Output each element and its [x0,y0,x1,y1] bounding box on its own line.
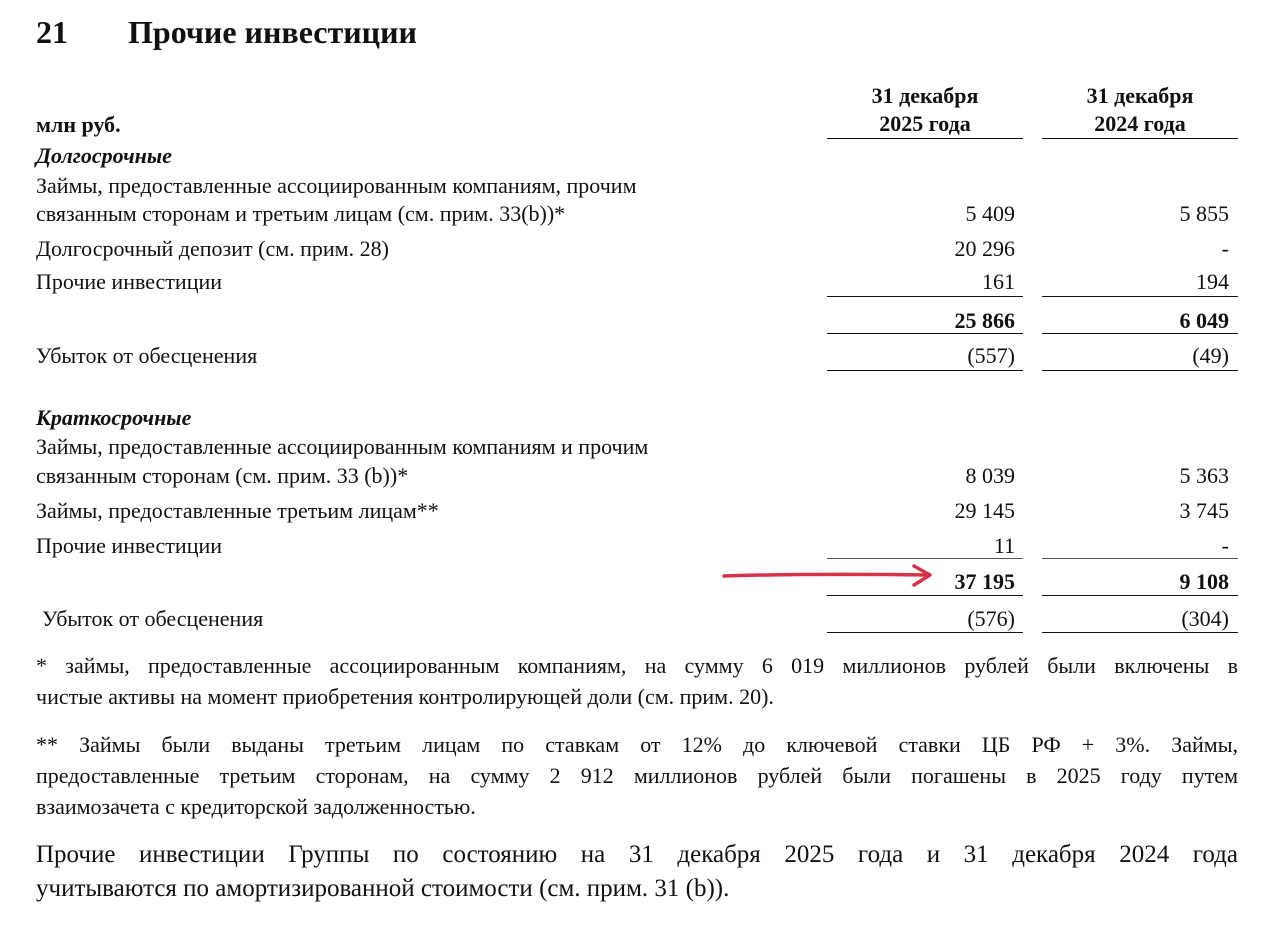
value-2024: (304) [1181,606,1229,631]
section-label: Долгосрочные [36,143,172,168]
row-label: Убыток от обесценения [42,606,264,631]
value-2024: - [1221,533,1229,558]
column-header-2025-line2: 2025 года [879,111,971,136]
arrow-right-icon [720,563,940,589]
footnote-2 [36,729,1238,822]
row-label-line1: Займы, предоставленные ассоциированным компаниям и прочим [36,434,649,459]
value-2024: 5 855 [1179,201,1229,226]
value-2025: 29 145 [954,498,1015,523]
row-label: Прочие инвестиции [36,269,223,294]
footnote-line: предоставленные третьим сторонам, на сумму 2 912 миллионов рублей были погашены в 2025 году путем [36,763,1238,788]
underline-rule [827,333,1023,334]
underline-rule [1042,558,1238,559]
underline-rule [827,595,1023,596]
underline-rule [1042,370,1238,371]
value-2025: (557) [967,343,1015,368]
underline-rule [827,296,1023,297]
footnote-1 [36,650,1238,712]
note-number: 21 [36,14,68,50]
underline-rule [1042,632,1238,633]
column-header-2025-line1: 31 декабря [871,83,979,108]
underline-rule [1042,296,1238,297]
paragraph-line: учитываются по амортизированной стоимости (см. прим. 31 (b)). [36,875,730,902]
row-label: Убыток от обесценения [36,343,258,368]
footnote-line: взаимозачета с кредиторской задолженностью. [36,794,476,819]
row-label: Займы, предоставленные третьим лицам** [36,498,439,523]
underline-rule [827,632,1023,633]
column-header-2024-line2: 2024 года [1094,111,1186,136]
unit-label: млн руб. [36,112,121,137]
total-2024: 6 049 [1179,308,1229,333]
value-2025: 8 039 [965,463,1015,488]
footnote-line: ** Займы были выданы третьим лицам по ставкам от 12% до ключевой ставки ЦБ РФ + 3%. Займы, [36,732,1238,757]
column-header-2024-line1: 31 декабря [1086,83,1194,108]
underline-rule [1042,333,1238,334]
value-2024: - [1221,236,1229,261]
row-label-line1: Займы, предоставленные ассоциированным компаниям, прочим [36,173,637,198]
paragraph-line: Прочие инвестиции Группы по состоянию на 31 декабря 2025 года и 31 декабря 2024 года [36,841,1238,868]
value-2025: (576) [967,606,1015,631]
row-label-line2: связанным сторонам и третьим лицам (см. прим. 33(b))* [36,201,566,226]
total-2025: 37 195 [954,569,1015,594]
underline-rule [1042,595,1238,596]
underline-rule [827,370,1023,371]
value-2025: 11 [993,533,1015,558]
value-2025: 5 409 [965,201,1015,226]
row-label: Долгосрочный депозит (см. прим. 28) [36,236,389,261]
value-2025: 20 296 [954,236,1015,261]
value-2024: 5 363 [1179,463,1229,488]
total-2024: 9 108 [1179,569,1229,594]
row-label: Прочие инвестиции [36,533,223,558]
footnote-line: * займы, предоставленные ассоциированным компаниям, на сумму 6 019 миллионов рублей были включены в [36,653,1238,678]
value-2024: 194 [1196,269,1229,294]
section-label: Краткосрочные [36,405,192,430]
value-2024: (49) [1192,343,1229,368]
total-2025: 25 866 [954,308,1015,333]
column-header-2024 [1042,82,1238,139]
row-label-line2: связанным сторонам (см. прим. 33 (b))* [36,463,409,488]
column-header-2025 [827,82,1023,139]
footnote-line: чистые активы на момент приобретения контролирующей доли (см. прим. 20). [36,684,774,709]
underline-rule [827,558,1023,559]
note-title: Прочие инвестиции [128,14,417,50]
value-2024: 3 745 [1179,498,1229,523]
value-2025: 161 [982,269,1015,294]
closing-paragraph [36,838,1238,906]
